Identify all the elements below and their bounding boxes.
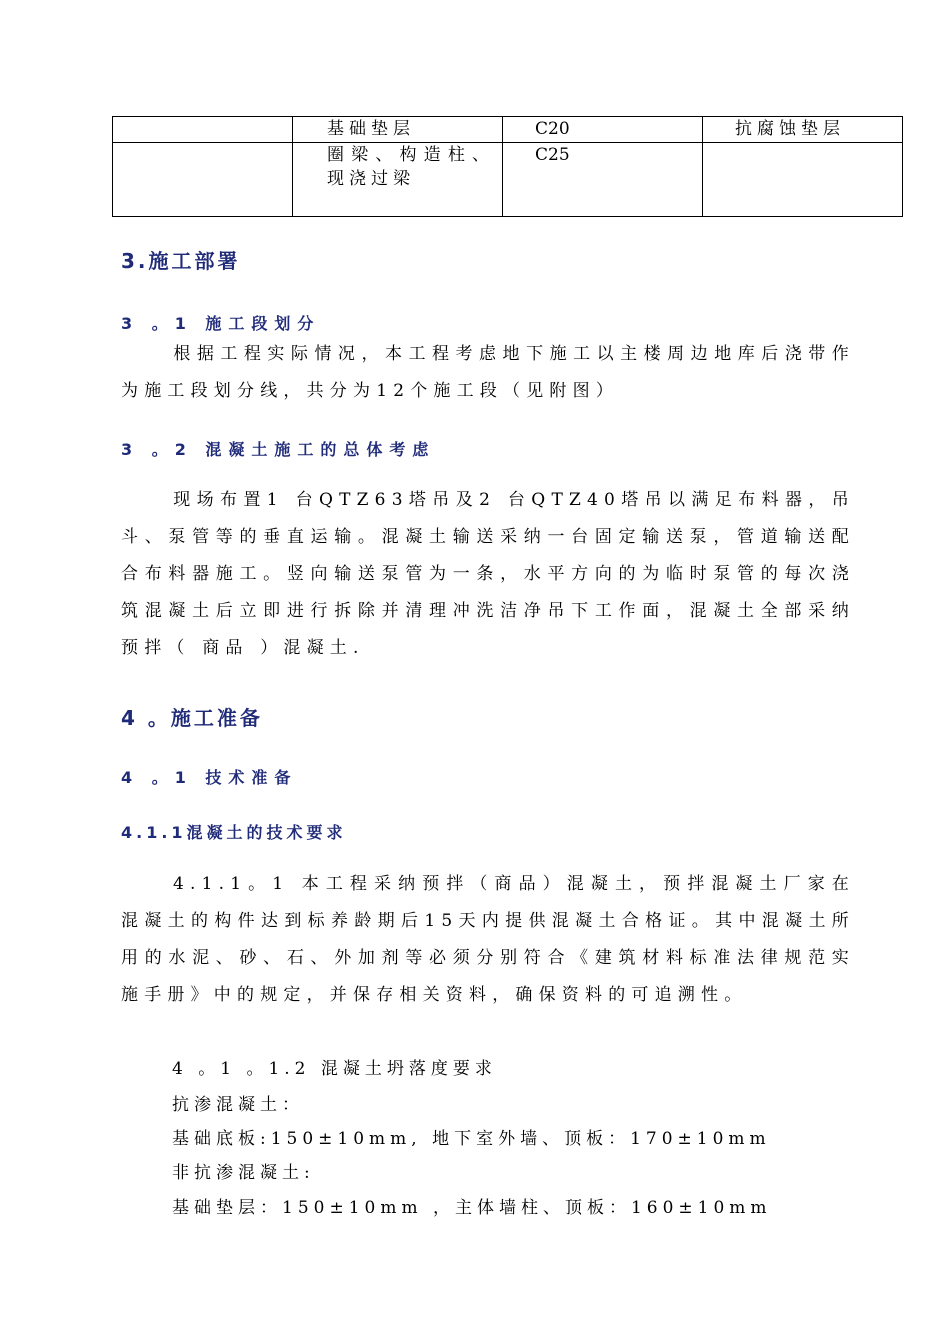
paragraph-text: 4.1.1。1 本工程采纳预拌（商品）混凝土，预拌混凝土厂家在混凝土的构件达到标养龄期后15天内提供混凝土合格证。其中混凝土所用的水泥、砂、石、外加剂等必须分别符合《建筑材料标准法律规范实施手册》中的规定，并保存相关资料，确保资料的可追溯性。 xyxy=(121,874,855,1005)
concrete-grade-table xyxy=(112,116,903,217)
text-line: 抗渗混凝土： xyxy=(172,1095,304,1115)
table-cell: 抗腐蚀垫层 xyxy=(703,117,903,143)
subsection-heading: 3 。1 施工段划分 xyxy=(121,314,321,333)
paragraph-text: 根据工程实际情况，本工程考虑地下施工以主楼周边地库后浇带作为施工段划分线，共分为12个施工段（见附图） xyxy=(121,344,855,401)
table-cell xyxy=(113,117,293,143)
text-line: 非抗渗混凝土: xyxy=(172,1163,315,1183)
paragraph xyxy=(121,336,855,410)
paragraph xyxy=(121,482,855,667)
paragraph-text: 现场布置1 台QTZ63塔吊及2 台QTZ40塔吊以满足布料器，吊斗、泵管等的垂直运输。混凝土输送采纳一台固定输送泵，管道输送配合布料器施工。竖向输送泵管为一条，水平方向的为临时泵管的每次浇筑混凝土后立即进行拆除并清理冲洗洁净吊下工作面，混凝土全部采纳预拌（ 商品 ）混凝土. xyxy=(121,490,855,658)
section-heading: 4 。施工准备 xyxy=(121,706,263,730)
table-cell xyxy=(703,143,903,217)
table-row xyxy=(113,143,903,217)
table-cell: 基础垫层 xyxy=(293,117,503,143)
subsection-heading: 4.1.1混凝土的技术要求 xyxy=(121,823,347,842)
section-heading: 3.施工部署 xyxy=(121,249,241,273)
table-cell: C20 xyxy=(503,117,703,143)
table-row xyxy=(113,117,903,143)
subsection-heading: 4 。1 技术准备 xyxy=(121,768,298,787)
text-line: 基础垫层：150±10mm ，主体墙柱、顶板：160±10mm xyxy=(172,1198,772,1218)
table-cell xyxy=(113,143,293,217)
subsection-line: 4 。1 。1.2 混凝土坍落度要求 xyxy=(172,1059,497,1079)
table-cell: 圈梁、构造柱、现浇过梁 xyxy=(293,143,503,217)
paragraph xyxy=(121,866,855,1014)
text-line: 基础底板:150±10mm, 地下室外墙、顶板：170±10mm xyxy=(172,1129,771,1149)
table-cell: C25 xyxy=(503,143,703,217)
subsection-heading: 3 。2 混凝土施工的总体考虑 xyxy=(121,440,436,459)
